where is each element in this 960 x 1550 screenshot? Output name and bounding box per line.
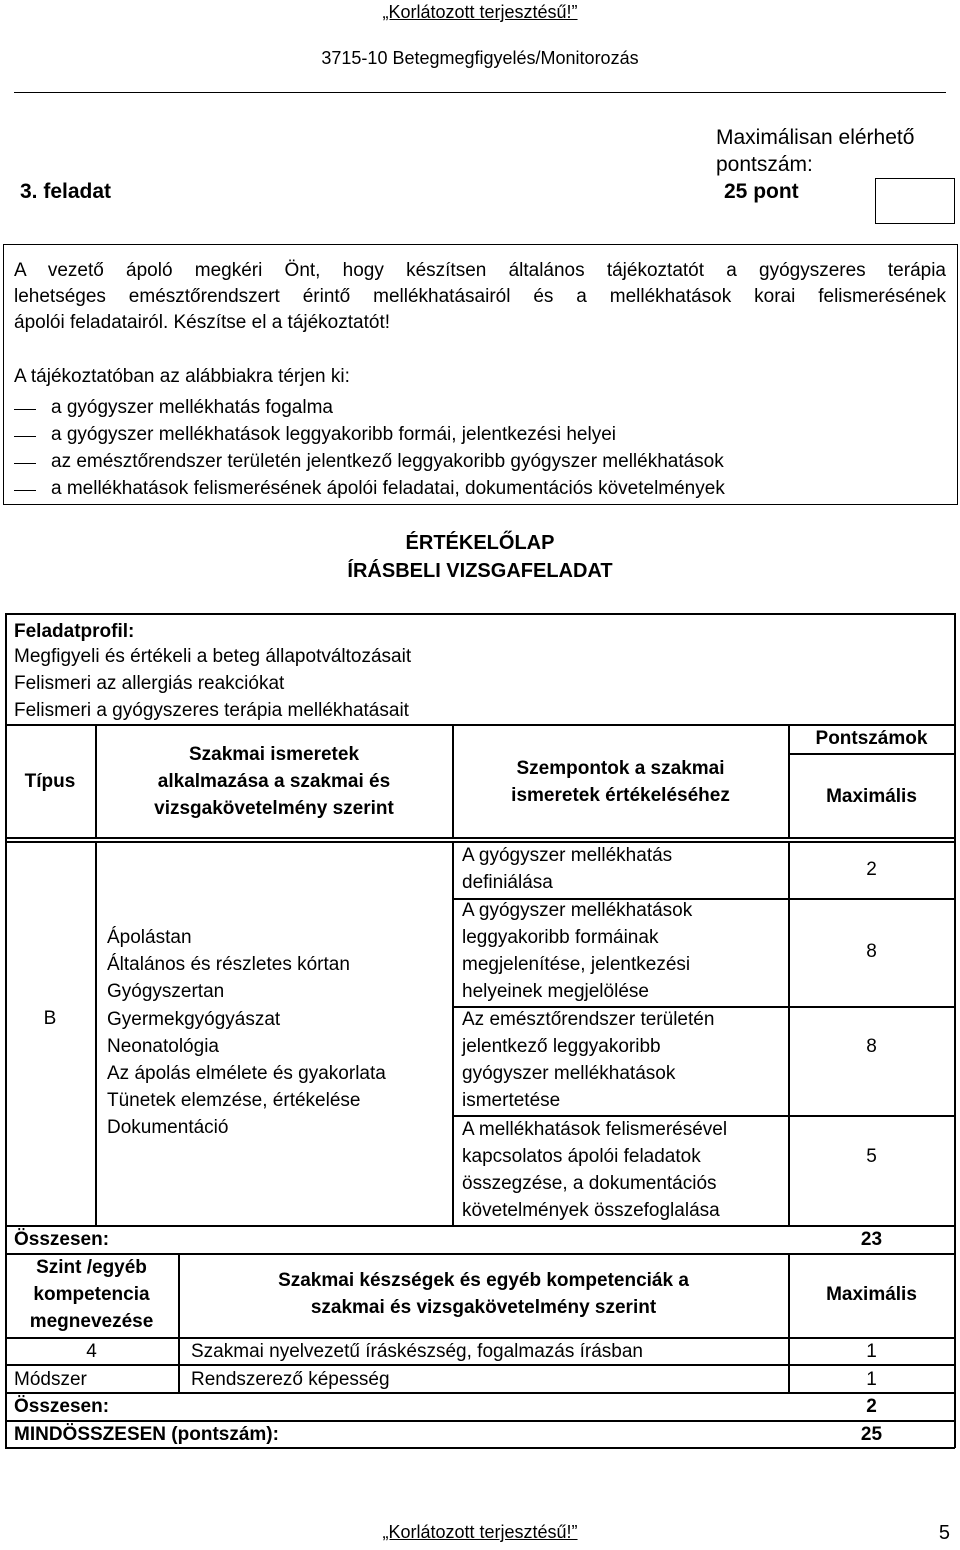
subject-item: Az ápolás elmélete és gyakorlata	[107, 1063, 386, 1084]
profile-line: Felismeri a gyógyszeres terápia mellékhatásait	[14, 700, 409, 721]
module-title: 3715-10 Betegmegfigyelés/Monitorozás	[321, 48, 639, 68]
evaluation-subtitle: ÍRÁSBELI VIZSGAFELADAT	[347, 560, 613, 582]
profile-label: Feladatprofil:	[14, 621, 135, 642]
dash-bullet-icon	[14, 490, 36, 491]
criterion-line: leggyakoribb formáinak	[462, 927, 659, 948]
header-knowledge-line: Szakmai ismeretek	[188, 744, 360, 765]
dash-bullet-icon	[14, 436, 36, 437]
profile-line: Megfigyeli és értékeli a beteg állapotváltozásait	[14, 646, 412, 667]
section-total-value: 23	[860, 1229, 883, 1250]
criterion-line: Az emésztőrendszer területén	[462, 1009, 715, 1030]
skill-level: 4	[86, 1341, 97, 1362]
skills-header-desc-line: Szakmai készségek és egyéb kompetenciák a	[278, 1270, 689, 1291]
subject-item: Dokumentáció	[107, 1117, 229, 1138]
grand-total-value: 25	[860, 1424, 883, 1445]
skills-header-desc-line: szakmai és vizsgakövetelmény szerint	[310, 1297, 657, 1318]
profile-line: Felismeri az allergiás reakciókat	[14, 673, 285, 694]
max-points-label-line1: Maximálisan elérhető	[716, 126, 915, 149]
task-description-line: ápolói feladatairól. Készítse el a tájékoztatót!	[14, 312, 391, 333]
table-border	[954, 613, 956, 1448]
criterion-line: megjelenítése, jelentkezési	[462, 954, 691, 975]
max-points-label-line2: pontszám:	[716, 153, 813, 176]
header-max: Maximális	[826, 786, 917, 807]
header-criteria-line: Szempontok a szakmai	[516, 758, 725, 779]
task-description-line: A vezető ápoló megkéri Önt, hogy készítsen általános tájékoztatót a gyógyszeres terápia	[14, 260, 946, 281]
skill-desc: Rendszerező képesség	[191, 1369, 390, 1390]
skill-desc: Szakmai nyelvezetű íráskészség, fogalmazás írásban	[191, 1341, 643, 1362]
subject-item: Neonatológia	[107, 1036, 219, 1057]
dash-bullet-icon	[14, 463, 36, 464]
table-border	[452, 841, 454, 1226]
criterion-line: helyeinek megjelölése	[462, 981, 649, 1002]
skills-header-level-line: megnevezése	[29, 1311, 154, 1332]
criterion-line: jelentkező leggyakoribb	[462, 1036, 661, 1057]
page-number: 5	[938, 1522, 950, 1544]
header-type: Típus	[24, 771, 76, 792]
criterion-line: gyógyszer mellékhatások	[462, 1063, 676, 1084]
criterion-points: 5	[866, 1146, 877, 1167]
skill-level: Módszer	[14, 1369, 87, 1390]
criterion-line: A gyógyszer mellékhatások	[462, 900, 693, 921]
table-border	[95, 841, 97, 1226]
task-title: 3. feladat	[20, 180, 112, 203]
criterion-points: 2	[866, 859, 877, 880]
evaluation-title: ÉRTÉKELŐLAP	[405, 532, 555, 554]
table-border	[5, 613, 955, 615]
table-border	[788, 753, 955, 755]
criterion-points: 8	[866, 941, 877, 962]
criterion-line: A gyógyszer mellékhatás	[462, 845, 673, 866]
restricted-header: „Korlátozott terjesztésű!”	[382, 2, 578, 22]
task-description-line: lehetséges emésztőrendszert érintő mellékhatásairól és a mellékhatások korai felismerésének	[14, 286, 946, 307]
skills-header-max: Maximális	[826, 1284, 917, 1305]
criterion-line: A mellékhatások felismerésével	[462, 1119, 728, 1140]
subject-item: Tünetek elemzése, értékelése	[107, 1090, 361, 1111]
instructions-intro: A tájékoztatóban az alábbiakra térjen ki:	[14, 366, 350, 387]
header-knowledge-line: vizsgakövetelmény szerint	[154, 798, 394, 819]
header-divider	[14, 92, 946, 93]
subject-item: Gyermekgyógyászat	[107, 1009, 281, 1030]
table-border	[5, 837, 955, 839]
skills-total-value: 2	[866, 1396, 877, 1417]
score-entry-box[interactable]	[875, 178, 955, 224]
restricted-footer: „Korlátozott terjesztésű!”	[382, 1522, 578, 1542]
subject-item: Általános és részletes kórtan	[107, 954, 350, 975]
criterion-line: összegzése, a dokumentációs	[462, 1173, 717, 1194]
skills-header-level-line: kompetencia	[33, 1284, 150, 1305]
criterion-points: 8	[866, 1036, 877, 1057]
max-points-value: 25 pont	[724, 180, 799, 203]
subject-item: Ápolástan	[107, 927, 192, 948]
task-description	[14, 258, 946, 336]
header-points: Pontszámok	[815, 728, 928, 749]
criterion-line: ismertetése	[462, 1090, 561, 1111]
subject-item: Gyógyszertan	[107, 981, 225, 1002]
skills-header-level-line: Szint /egyéb	[36, 1257, 147, 1278]
section-total-label: Összesen:	[14, 1229, 110, 1250]
skill-points: 1	[866, 1369, 877, 1390]
header-criteria-line: ismeretek értékeléséhez	[511, 785, 730, 806]
criterion-line: követelmények összefoglalása	[462, 1200, 720, 1221]
header-knowledge-line: alkalmazása a szakmai és	[157, 771, 391, 792]
max-points-label	[716, 124, 946, 178]
dash-bullet-icon	[14, 409, 36, 410]
skill-points: 1	[866, 1341, 877, 1362]
skills-total-label: Összesen:	[14, 1396, 110, 1417]
criterion-line: kapcsolatos ápolói feladatok	[462, 1146, 701, 1167]
criterion-line: definiálása	[462, 872, 553, 893]
type-value: B	[43, 1008, 57, 1029]
grand-total-label: MINDÖSSZESEN (pontszám):	[14, 1424, 279, 1445]
